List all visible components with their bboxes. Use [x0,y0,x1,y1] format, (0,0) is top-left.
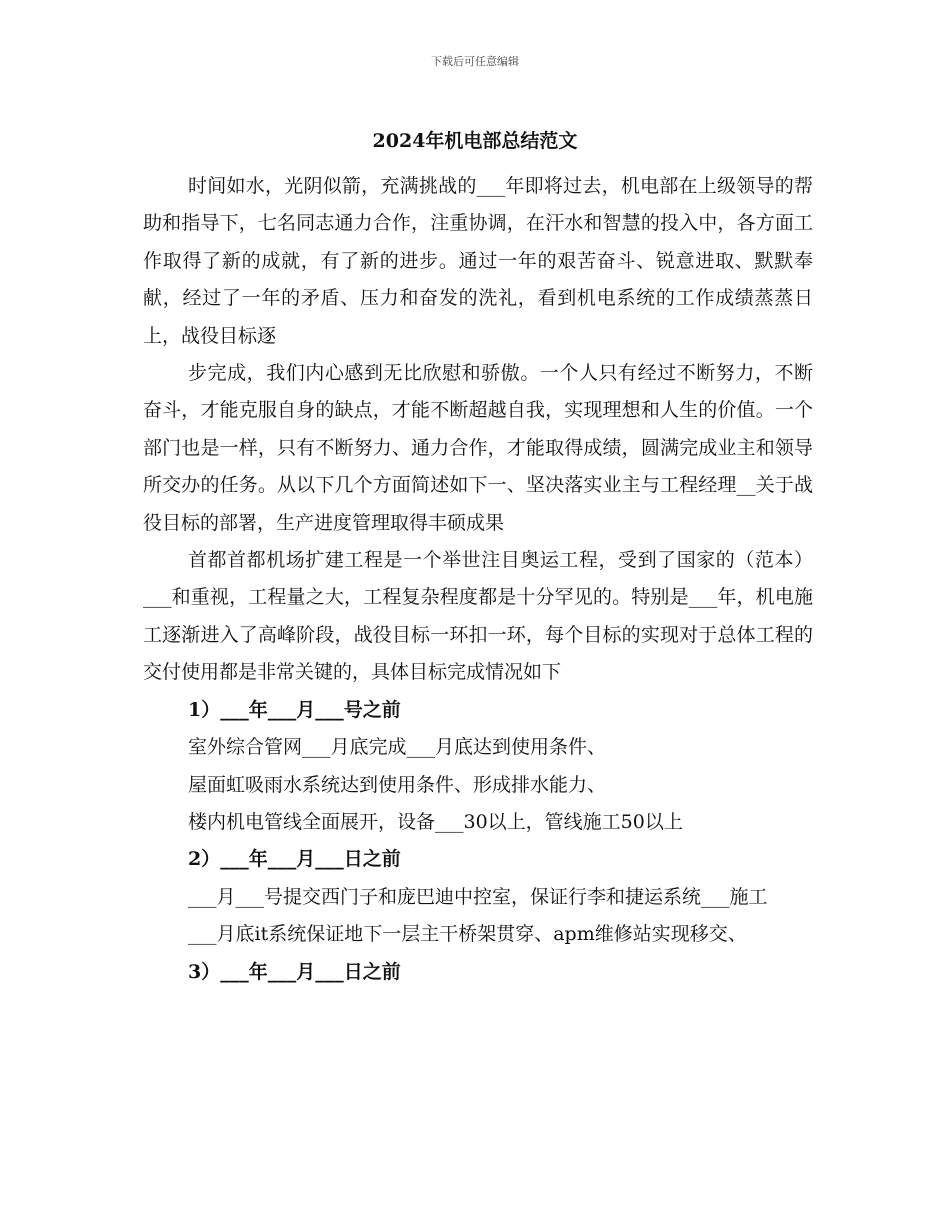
milestone-detail: 屋面虹吸雨水系统达到使用条件、形成排水能力、 [188,773,607,796]
paragraph: 时间如水，光阴似箭，充满挑战的___年即将过去，机电部在上级领导的帮助和指导下，七名同志通力合作，注重协调，在汗水和智慧的投入中，各方面工作取得了新的成就，有了新的进步。通过一年的艰苦奋斗、锐意进取、默默奉献，经过了一年的矛盾、压力和奋发的洗礼，看到机电系统的工作成绩蒸蒸日上，战役目标逐 [143,175,813,347]
milestone-heading: 3）___年___月___日之前 [188,960,401,983]
paragraph: 首都首都机场扩建工程是一个举世注目奥运工程，受到了国家的（范本）___和重视，工程量之大，工程复杂程度都是十分罕见的。特别是___年，机电施工逐渐进入了高峰阶段，战役目标一环扣一环，每个目标的实现对于总体工程的交付使用都是非常关键的，具体目标完成情况如下 [143,549,813,684]
document-body [143,168,813,991]
milestone-detail: 楼内机电管线全面展开，设备___30以上，管线施工50以上 [188,810,683,833]
milestone-heading: 2）___年___月___日之前 [188,848,401,871]
milestone-detail: 室外综合管网___月底完成___月底达到使用条件、 [188,736,607,759]
milestone-heading: 1）___年___月___号之前 [188,698,401,721]
milestone-detail: ___月底it系统保证地下一层主干桥架贯穿、apm维修站实现移交、 [188,923,747,946]
paragraph: 步完成，我们内心感到无比欣慰和骄傲。一个人只有经过不断努力，不断奋斗，才能克服自身的缺点，才能不断超越自我，实现理想和人生的价值。一个部门也是一样，只有不断努力、通力合作，才能取得成绩，圆满完成业主和领导所交办的任务。从以下几个方面简述如下一、坚决落实业主与工程经理__关于战役目标的部署，生产进度管理取得丰硕成果 [143,362,813,534]
page-header: 下载后可任意编辑 [431,55,519,68]
milestone-detail: ___月___号提交西门子和庞巴迪中控室，保证行李和捷运系统___施工 [188,885,768,908]
document-title: 2024年机电部总结范文 [372,130,578,152]
